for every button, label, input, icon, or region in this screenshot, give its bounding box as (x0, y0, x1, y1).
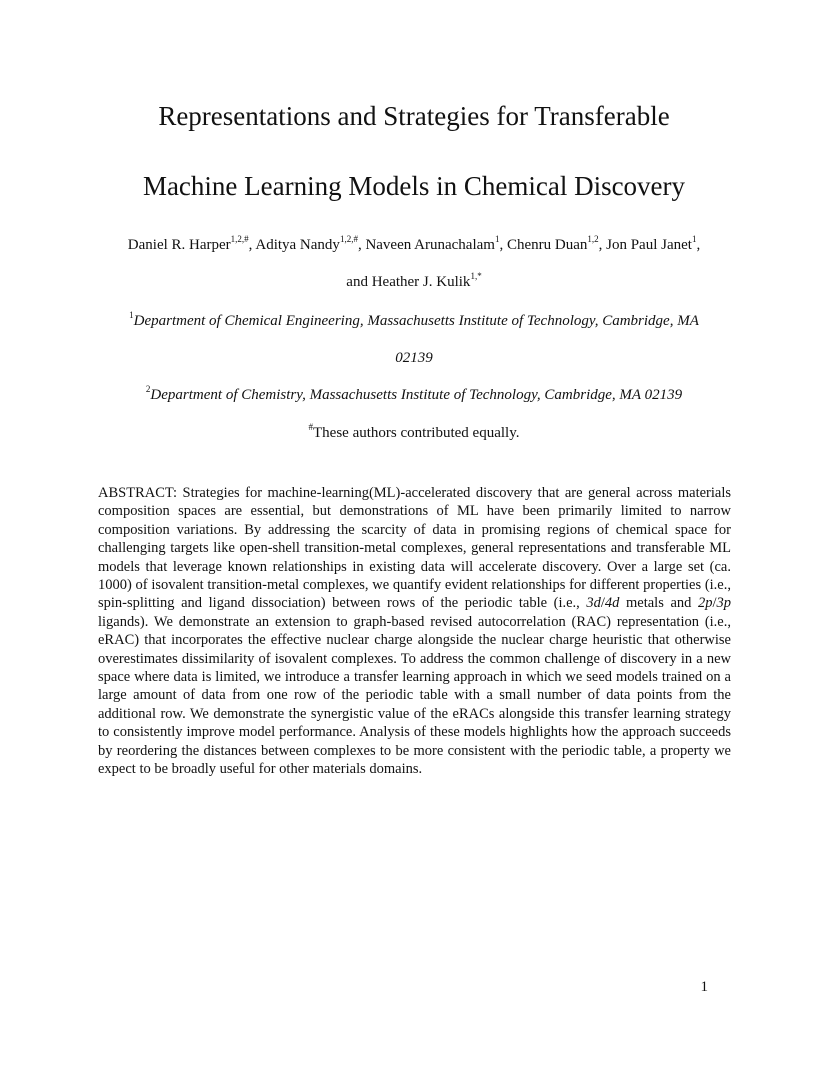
author-separator: , (598, 237, 607, 253)
author-list-line-2 (0, 272, 828, 292)
affiliation-marker: 1 (129, 310, 134, 320)
affiliation-text: Department of Chemistry, Massachusetts Institute of Technology, Cambridge, MA 02139 (150, 387, 683, 403)
abstract-text: ligands). We demonstrate an extension to graph-based revised autocorrelation (RAC) representation (i.e., eRAC) that incorporates the effective nuclear charge alongside the nuclear charge heuristic that otherwise overestimates dissimilarity of isovalent complexes. To address the common challenge of discovery in a new space where data is limited, we introduce a transfer learning approach in which we seed models trained on a large amount of data from one row of the periodic table with a small number of data points from the additional row. We demonstrate the synergistic value of the eRACs alongside this transfer learning strategy to consistently improve model performance. Analysis of these models highlights how the approach succeeds by reordering the distances between complexes to be more consistent with the periodic table, a property we expect to be broadly useful for other materials domains. (98, 613, 731, 778)
author-name: Jon Paul Janet (606, 237, 692, 253)
author-affiliation-marker: 1,2 (587, 234, 599, 244)
affiliation-1-line-1 (0, 311, 828, 331)
affiliation-marker: 2 (145, 384, 151, 394)
abstract-text: metals and (619, 595, 698, 612)
abstract-italic-term: 3d (586, 595, 601, 612)
author-name: Aditya Nandy (255, 237, 340, 253)
paper-title-line-1: Representations and Strategies for Transferable (158, 101, 670, 131)
abstract (98, 484, 731, 779)
paper-title-line-2: Machine Learning Models in Chemical Discovery (142, 171, 686, 201)
note-text: These authors contributed equally. (313, 425, 520, 441)
author-list-line-1 (0, 235, 828, 255)
author-separator: , (696, 237, 701, 253)
abstract-italic-term: 2p (697, 595, 713, 612)
author-affiliation-marker: 1 (691, 234, 697, 244)
page-number: 1 (700, 979, 708, 995)
abstract-text: ABSTRACT: Strategies for machine-learning(ML)-accelerated discovery that are general across materials composition spaces are essential, but demonstrations of ML have been primarily limited to narrow composition variations. By addressing the scarcity of data in promising regions of chemical space for challenging targets like open-shell transition-metal complexes, general representations and transferable ML models that leverage known relationships in existing data will accelerate discovery. Over a large set (ca. 1000) of isovalent transition-metal complexes, we quantify evident relationships for different properties (i.e., spin-splitting and ligand dissociation) between rows of the periodic table (i.e., (98, 485, 731, 612)
equal-contribution-note (0, 423, 828, 443)
author-affiliation-marker: 1,* (470, 271, 482, 281)
abstract-italic-term: 4d (604, 595, 620, 612)
affiliation-text: Department of Chemical Engineering, Massachusetts Institute of Technology, Cambridge, MA (133, 313, 699, 329)
author-name: Naveen Arunachalam (365, 237, 495, 253)
author-affiliation-marker: 1,2,# (230, 234, 249, 244)
author-name: Daniel R. Harper (127, 237, 231, 253)
abstract-italic-term: 3p (716, 595, 731, 612)
author-name: and Heather J. Kulik (346, 274, 471, 290)
affiliation-2 (0, 385, 828, 405)
author-name: Chenru Duan (506, 237, 588, 253)
affiliation-1-line-2: 02139 (395, 350, 433, 366)
abstract-text: / (712, 595, 717, 612)
author-separator: , (357, 237, 366, 253)
author-separator: , (248, 237, 256, 253)
author-affiliation-marker: 1 (494, 234, 500, 244)
abstract-text: / (600, 595, 605, 612)
author-separator: , (499, 237, 507, 253)
note-marker: # (308, 422, 314, 432)
author-affiliation-marker: 1,2,# (339, 234, 358, 244)
